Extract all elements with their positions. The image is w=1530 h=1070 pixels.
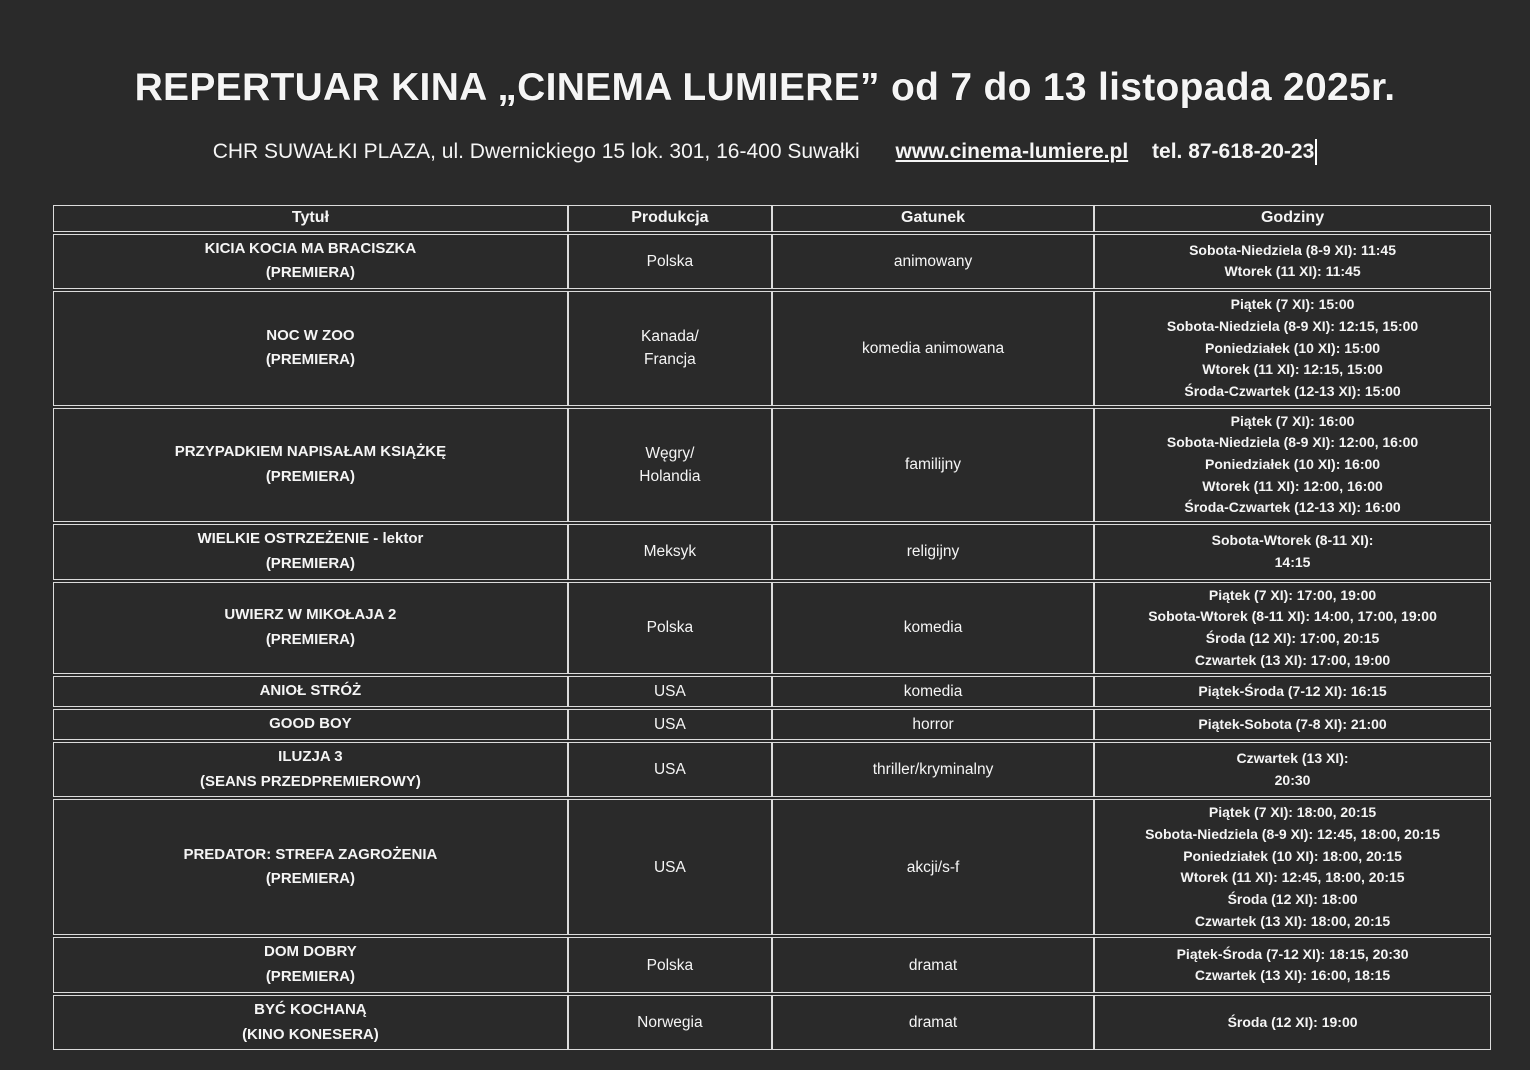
genre-cell: horror <box>772 709 1094 740</box>
table-row <box>53 676 1491 707</box>
genre-cell: komedia <box>772 582 1094 675</box>
schedule-table <box>53 203 1491 1052</box>
genre-cell: komedia <box>772 676 1094 707</box>
movie-title-cell: BYĆ KOCHANĄ (KINO KONESERA) <box>53 995 568 1051</box>
genre-cell: dramat <box>772 937 1094 993</box>
cinema-address: CHR SUWAŁKI PLAZA, ul. Dwernickiego 15 lok. 301, 16-400 Suwałki <box>212 139 860 163</box>
genre-cell: familijny <box>772 408 1094 522</box>
table-row <box>53 709 1491 740</box>
cinema-phone: tel. 87-618-20-23 <box>1152 139 1315 163</box>
column-header-title: Tytuł <box>53 205 568 231</box>
showtimes-cell: Czwartek (13 XI): 20:30 <box>1094 742 1491 798</box>
genre-cell: komedia animowana <box>772 291 1094 405</box>
movie-title-cell: ANIOŁ STRÓŻ <box>53 676 568 707</box>
table-row <box>53 408 1491 522</box>
schedule-table-body <box>53 234 1491 1051</box>
genre-cell: animowany <box>772 234 1094 290</box>
production-country-cell: Polska <box>568 937 772 993</box>
table-row <box>53 234 1491 290</box>
production-country-cell: Meksyk <box>568 524 772 580</box>
showtimes-cell: Piątek (7 XI): 15:00 Sobota-Niedziela (8-9 XI): 12:15, 15:00 Poniedziałek (10 XI): 15:00 Wtorek (11 XI): 12:15, 15:00 Środa-Czwartek (12-13 XI): 15:00 <box>1094 291 1491 405</box>
showtimes-cell: Piątek (7 XI): 16:00 Sobota-Niedziela (8-9 XI): 12:00, 16:00 Poniedziałek (10 XI): 16:00 Wtorek (11 XI): 12:00, 16:00 Środa-Czwartek (12-13 XI): 16:00 <box>1094 408 1491 522</box>
production-country-cell: Norwegia <box>568 995 772 1051</box>
movie-title-cell: DOM DOBRY (PREMIERA) <box>53 937 568 993</box>
genre-cell: thriller/kryminalny <box>772 742 1094 798</box>
movie-title-cell: KICIA KOCIA MA BRACISZKA (PREMIERA) <box>53 234 568 290</box>
table-row <box>53 799 1491 935</box>
showtimes-cell: Piątek-Środa (7-12 XI): 18:15, 20:30 Czwartek (13 XI): 16:00, 18:15 <box>1094 937 1491 993</box>
showtimes-cell: Środa (12 XI): 19:00 <box>1094 995 1491 1051</box>
movie-title-cell: PREDATOR: STREFA ZAGROŻENIA (PREMIERA) <box>53 799 568 935</box>
production-country-cell: Węgry/ Holandia <box>568 408 772 522</box>
movie-title-cell: GOOD BOY <box>53 709 568 740</box>
table-row <box>53 742 1491 798</box>
column-header-times: Godziny <box>1094 205 1491 231</box>
movie-title-cell: NOC W ZOO (PREMIERA) <box>53 291 568 405</box>
table-row <box>53 291 1491 405</box>
genre-cell: religijny <box>772 524 1094 580</box>
production-country-cell: USA <box>568 709 772 740</box>
table-row <box>53 995 1491 1051</box>
showtimes-cell: Sobota-Wtorek (8-11 XI): 14:15 <box>1094 524 1491 580</box>
column-header-genre: Gatunek <box>772 205 1094 231</box>
production-country-cell: Polska <box>568 234 772 290</box>
cinema-address-line <box>0 138 1530 165</box>
table-row <box>53 582 1491 675</box>
movie-title-cell: PRZYPADKIEM NAPISAŁAM KSIĄŻKĘ (PREMIERA) <box>53 408 568 522</box>
genre-cell: akcji/s-f <box>772 799 1094 935</box>
production-country-cell: USA <box>568 742 772 798</box>
cinema-website-link[interactable]: www.cinema-lumiere.pl <box>895 139 1129 163</box>
production-country-cell: USA <box>568 676 772 707</box>
showtimes-cell: Piątek (7 XI): 17:00, 19:00 Sobota-Wtorek (8-11 XI): 14:00, 17:00, 19:00 Środa (12 XI): 17:00, 20:15 Czwartek (13 XI): 17:00, 19:00 <box>1094 582 1491 675</box>
production-country-cell: USA <box>568 799 772 935</box>
production-country-cell: Polska <box>568 582 772 675</box>
movie-title-cell: WIELKIE OSTRZEŻENIE - lektor (PREMIERA) <box>53 524 568 580</box>
movie-title-cell: UWIERZ W MIKOŁAJA 2 (PREMIERA) <box>53 582 568 675</box>
table-row <box>53 524 1491 580</box>
text-cursor <box>1315 139 1317 165</box>
production-country-cell: Kanada/ Francja <box>568 291 772 405</box>
table-header-row <box>53 205 1491 231</box>
table-row <box>53 937 1491 993</box>
movie-title-cell: ILUZJA 3 (SEANS PRZEDPREMIEROWY) <box>53 742 568 798</box>
showtimes-cell: Piątek (7 XI): 18:00, 20:15 Sobota-Niedziela (8-9 XI): 12:45, 18:00, 20:15 Poniedziałek (10 XI): 18:00, 20:15 Wtorek (11 XI): 12:45, 18:00, 20:15 Środa (12 XI): 18:00 Czwartek (13 XI): 18:00, 20:15 <box>1094 799 1491 935</box>
page-title: REPERTUAR KINA „CINEMA LUMIERE” od 7 do 13 listopada 2025r. <box>134 66 1396 109</box>
showtimes-cell: Sobota-Niedziela (8-9 XI): 11:45 Wtorek (11 XI): 11:45 <box>1094 234 1491 290</box>
showtimes-cell: Piątek-Sobota (7-8 XI): 21:00 <box>1094 709 1491 740</box>
genre-cell: dramat <box>772 995 1094 1051</box>
showtimes-cell: Piątek-Środa (7-12 XI): 16:15 <box>1094 676 1491 707</box>
column-header-production: Produkcja <box>568 205 772 231</box>
